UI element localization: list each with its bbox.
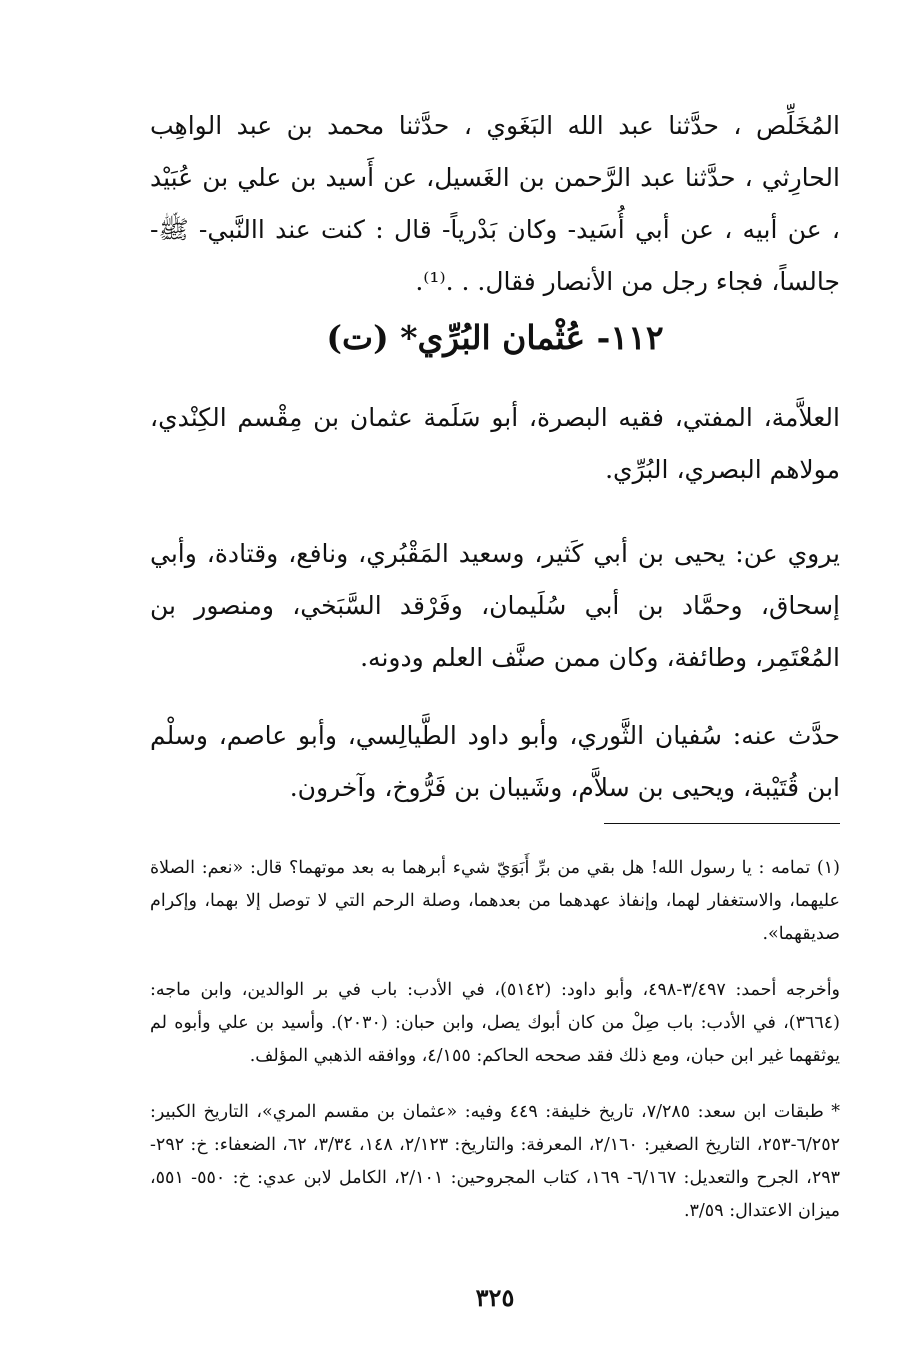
- footnote-1: (١) تمامه : يا رسول الله! هل بقي من برِّ أَبَوَيّ شيء أبرهما به بعد موتهما؟ قال: «نعم: الصلاة عليهما، والاستغفار لهما، وإنفاذ عهدهما من بعدهما، وصلة الرحم التي لا توصل إلا بهما، وإكرام صديقهما».: [150, 858, 840, 944]
- opening-paragraph: المُخَلِّص ، حدَّثنا عبد الله البَغَوي ، حدَّثنا محمد بن عبد الواهِب الحارِثي ، حدَّثنا عبد الرَّحمن بن الغَسيل، عن أَسيد بن علي بن عُبَيْد ، عن أبيه ، عن أبي أُسَيد- وكان بَدْرياً- قال : كنت عند االنَّبي- ﷺ- جالساً، فجاء رجل من الأنصار فقال. . .⁽¹⁾.: [150, 111, 840, 296]
- biography-heading: ١١٢- عُثْمان البُرِّي* (ت): [326, 318, 664, 357]
- narrated-by-paragraph: حدَّث عنه: سُفيان الثَّوري، وأبو داود الطَّيالِسي، وأبو عاصم، وسلْم ابن قُتَيْبة، ويحيى بن سلاَّم، وشَيبان بن فَرُّوخ، وآخرون.: [150, 721, 840, 802]
- footnote-separator: [604, 823, 840, 824]
- narrates-from-paragraph: يروي عن: يحيى بن أبي كَثير، وسعيد المَقْبُري، ونافع، وقتادة، وأبي إسحاق، وحمَّاد بن أبي سُلَيمان، وفَرْقد السَّبَخي، ومنصور بن المُعْتَمِر، وطائفة، وكان ممن صنَّف العلم ودونه.: [150, 539, 840, 672]
- footnote-sources: * طبقات ابن سعد: ٧/٢٨٥، تاريخ خليفة: ٤٤٩ وفيه: «عثمان بن مقسم المري»، التاريخ الكبير: ٦/٢٥٢-٢٥٣، التاريخ الصغير: ٢/١٦٠، المعرفة: والتاريخ: ٢/١٢٣، ١٤٨، ٣/٣٤، ٦٢، الضعفاء: خ: ٢٩٢- ٢٩٣، الجرح والتعديل: ٦/١٦٧- ١٦٩، كتاب المجروحين: ٢/١٠١، الكامل لابن عدي: خ: ٥٥٠- ٥٥١، ميزان الاعتدال: ٣/٥٩.: [150, 1102, 841, 1221]
- footnote-2: وأخرجه أحمد: ٣/٤٩٧-٤٩٨، وأبو داود: (٥١٤٢)، في الأدب: باب في بر الوالدين، وابن ماجه: (٣٦٦٤)، في الأدب: باب صِلْ من كان أبوك يصل، وابن حبان: (٢٠٣٠). وأسيد بن علي وأبوه لم يوثقهما غير ابن حبان، ومع ذلك فقد صححه الحاكم: ٤/١٥٥، ووافقه الذهبي المؤلف.: [150, 980, 841, 1066]
- biography-intro-paragraph: العلاَّمة، المفتي، فقيه البصرة، أبو سَلَمة عثمان بن مِقْسم الكِنْدي، مولاهم البصري، البُرِّي.: [150, 403, 840, 484]
- page-number: ٣٢٥: [475, 1283, 515, 1312]
